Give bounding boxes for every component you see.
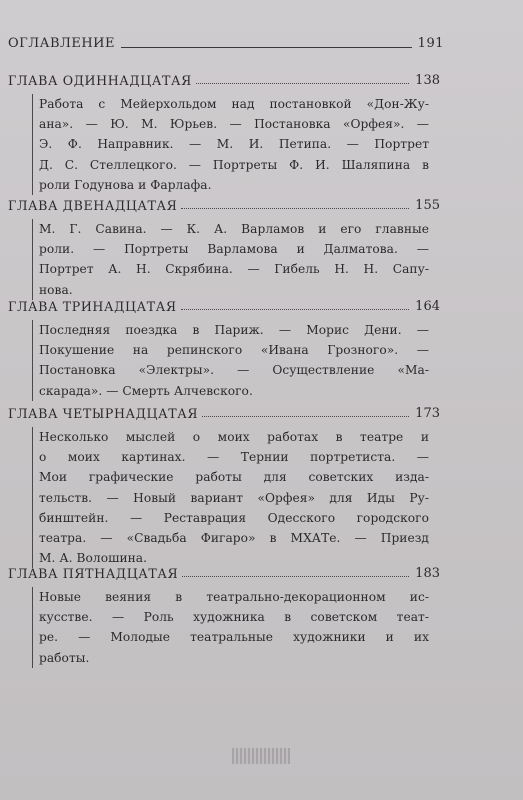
summary-line: Постановка «Электры». — Осуществление «Ма-	[39, 363, 429, 378]
header-page-number: 191	[417, 36, 444, 51]
toc-chapter[interactable]	[8, 296, 440, 401]
dot-leader	[196, 83, 409, 84]
chapter-page-number: 183	[415, 566, 440, 581]
summary-line: Э. Ф. Направник. — М. И. Петипа. — Портрет	[39, 137, 429, 152]
chapter-summary	[32, 219, 429, 300]
summary-line: М. А. Волошина.	[39, 551, 148, 566]
chapter-heading[interactable]	[8, 563, 440, 581]
summary-line: Покушение на репинского «Ивана Грозного». —	[39, 343, 429, 358]
chapter-heading[interactable]	[8, 403, 440, 421]
chapter-title: ГЛАВА ДВЕНАДЦАТАЯ	[8, 198, 178, 213]
dot-leader	[202, 416, 409, 417]
chapter-page-number: 155	[415, 198, 440, 213]
summary-line: ана». — Ю. М. Юрьев. — Постановка «Орфея». —	[39, 117, 429, 132]
toc-chapter[interactable]	[8, 403, 440, 568]
chapter-summary	[32, 427, 429, 568]
chapter-title: ГЛАВА ОДИННАДЦАТАЯ	[8, 73, 192, 88]
summary-line: работы.	[39, 650, 90, 665]
summary-line: бинштейн. — Реставрация Одесского городского	[39, 510, 429, 525]
toc-chapter[interactable]	[8, 563, 440, 668]
summary-line: кусстве. — Роль художника в советском теат-	[39, 610, 429, 625]
chapter-heading[interactable]	[8, 195, 440, 213]
chapter-title: ГЛАВА ПЯТНАДЦАТАЯ	[8, 566, 179, 581]
summary-line: Несколько мыслей о моих работах в театре и	[39, 430, 429, 444]
barcode-stamp	[232, 748, 290, 764]
chapter-summary	[32, 587, 429, 668]
running-header	[8, 36, 444, 51]
chapter-title: ГЛАВА ЧЕТЫРНАДЦАТАЯ	[8, 406, 199, 421]
summary-line: роли. — Портреты Варламова и Далматова. —	[39, 242, 429, 257]
chapter-page-number: 173	[415, 406, 440, 421]
summary-line: Новые веяния в театрально-декорационном ис-	[39, 590, 429, 604]
dot-leader	[181, 208, 409, 209]
summary-line: театра. — «Свадьба Фигаро» в МХАТе. — Приезд	[39, 531, 429, 546]
summary-line: нова.	[39, 282, 73, 297]
summary-line: Последняя поездка в Париж. — Морис Дени. —	[39, 323, 429, 337]
summary-line: М. Г. Савина. — К. А. Варламов и его главные	[39, 222, 429, 236]
header-rule	[121, 47, 412, 48]
summary-line: Портрет А. Н. Скрябина. — Гибель Н. Н. Сапу-	[39, 262, 429, 277]
summary-line: ре. — Молодые театральные художники и их	[39, 630, 429, 645]
toc-chapter[interactable]	[8, 195, 440, 300]
summary-line: тельств. — Новый вариант «Орфея» для Иды Ру-	[39, 490, 429, 505]
chapter-summary	[32, 94, 429, 195]
chapter-page-number: 138	[415, 73, 440, 88]
toc-chapter[interactable]	[8, 70, 440, 195]
summary-line: Д. С. Стеллецкого. — Портреты Ф. И. Шаляпина в	[39, 157, 429, 172]
summary-line: Работа с Мейерхольдом над постановкой «Дон-Жу-	[39, 97, 429, 111]
summary-line: скарада». — Смерть Алчевского.	[39, 383, 253, 398]
chapter-summary	[32, 320, 429, 401]
chapter-title: ГЛАВА ТРИНАДЦАТАЯ	[8, 299, 177, 314]
chapter-heading[interactable]	[8, 296, 440, 314]
dot-leader	[182, 576, 409, 577]
summary-line: роли Годунова и Фарлафа.	[39, 177, 212, 192]
summary-line: Мои графические работы для советских изда-	[39, 470, 429, 485]
header-title: ОГЛАВЛЕНИЕ	[8, 36, 116, 51]
chapter-heading[interactable]	[8, 70, 440, 88]
dot-leader	[181, 309, 410, 310]
summary-line: о моих картинах. — Тернии портретиста. —	[39, 450, 429, 465]
chapter-page-number: 164	[415, 299, 440, 314]
